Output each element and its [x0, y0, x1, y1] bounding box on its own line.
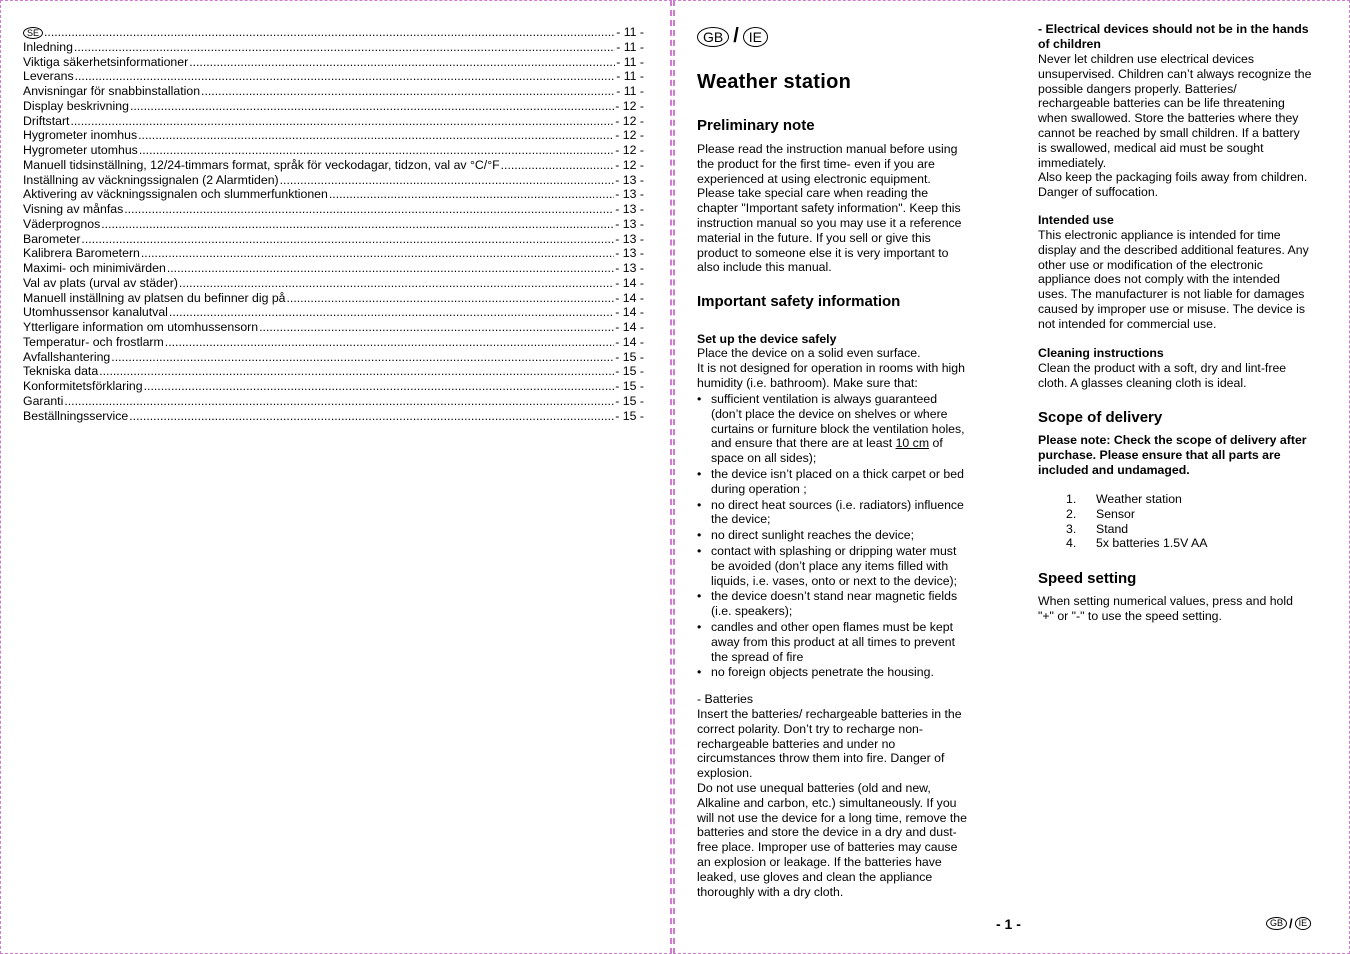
toc-entry: [23, 246, 644, 261]
bullet-line: away from this product at all times to prevent: [711, 634, 955, 649]
preliminary-line: the product for the first time- even if you are: [697, 156, 935, 171]
setup-line: It is not designed for operation in rooms with high: [697, 360, 965, 375]
toc-entry-page: - 15 -: [615, 408, 644, 423]
safety-bullet-item: [697, 544, 982, 588]
toc-entry-title: Maximi- och minimivärden: [23, 261, 166, 275]
preliminary-line: chapter "Important safety information". Keep this: [697, 201, 961, 216]
toc-leader-dots: [75, 69, 616, 84]
flag-gb-small: GB: [1266, 917, 1287, 930]
bullet-line: • no direct sunlight reaches the device;: [711, 528, 915, 543]
flag-separator-small: /: [1289, 916, 1293, 931]
bullet-line: • no foreign objects penetrate the housing.: [711, 665, 934, 680]
preliminary-line: product to someone else it is very important to: [697, 245, 949, 260]
toc-entry: [23, 320, 644, 335]
children-line: when swallowed. Store the batteries where they: [1038, 111, 1299, 126]
cleaning-line: Clean the product with a soft, dry and lint-free: [1038, 361, 1287, 375]
children-body: [1038, 52, 1311, 200]
setup-line: Place the device on a solid even surface.: [697, 346, 921, 360]
toc-entry: [23, 99, 644, 114]
scope-list-item: [1038, 522, 1207, 537]
bullet-line: (don’t place the device on shelves or where: [711, 406, 948, 421]
toc-leader-dots: [169, 305, 614, 320]
toc-leader-dots: [124, 202, 614, 217]
toc-entry-title: Beställningsservice: [23, 408, 129, 423]
toc-entry-title: Manuell tidsinställning, 12/24-timmars format, språk för veckodagar, tidzon, val av °C/°F: [23, 157, 500, 172]
toc-leader-dots: [130, 99, 614, 114]
toc-entry-title: Väderprognos: [23, 216, 101, 231]
toc-entry-page: - 15 -: [615, 349, 644, 364]
flag-ie: IE: [743, 27, 768, 47]
toc-entry: [23, 173, 644, 188]
toc-entry-page: - 13 -: [615, 246, 644, 261]
batteries-line: Do not use unequal batteries (old and new,: [697, 780, 931, 795]
speed-heading: Speed setting: [1038, 570, 1137, 587]
intended-line: display and the described additional features. Any: [1038, 242, 1309, 257]
toc-leader-dots: [167, 261, 614, 276]
preliminary-line: Please read the instruction manual before using: [697, 142, 958, 156]
batteries-line: free place. Improper use of batteries may cause: [697, 840, 958, 855]
batteries-line: batteries and store the device in a dry and dust-: [697, 825, 957, 840]
setup-heading: Set up the device safely: [697, 332, 837, 346]
scope-list: [1038, 492, 1207, 551]
toc-entry: [23, 335, 644, 350]
page-title: Weather station: [697, 71, 852, 93]
preliminary-line: also include this manual.: [697, 260, 832, 275]
toc-entry: [23, 69, 644, 84]
toc-entry: [23, 276, 644, 291]
speed-line: "+" or "-" to use the speed setting.: [1038, 608, 1222, 623]
safety-bullet-item: [697, 498, 982, 528]
children-line: rechargeable batteries can be life threatening: [1038, 96, 1285, 111]
toc-entry-title: Inställning av väckningssignalen (2 Alarmtiden): [23, 172, 279, 187]
distance-value: 10 cm: [895, 436, 930, 451]
toc-leader-dots: [44, 25, 615, 40]
scope-note-line: purchase. Please ensure that all parts are: [1038, 447, 1281, 462]
bullet-line: • no direct heat sources (i.e. radiators) influence: [711, 497, 964, 512]
toc-entry: [23, 305, 644, 320]
toc-entry-title: Anvisningar för snabbinstallation: [23, 84, 201, 98]
safety-bullet-item: [697, 589, 982, 619]
toc-entry-page: - 11 -: [616, 25, 644, 39]
toc-leader-dots: [101, 217, 614, 232]
children-heading-line: of children: [1038, 36, 1101, 51]
language-flags-footer: [1266, 916, 1311, 931]
scope-note-line: Please note: Check the scope of delivery after: [1038, 433, 1307, 447]
preliminary-body: [697, 142, 962, 275]
toc-leader-dots: [287, 291, 615, 306]
setup-body: [697, 346, 965, 390]
toc-entry-page: - 13 -: [615, 187, 644, 202]
bullet-line: the device;: [711, 512, 771, 527]
batteries-line: will not use the device for a long time, remove the: [697, 810, 967, 825]
children-line: unsupervised. Children can’t always recognize the: [1038, 66, 1312, 81]
toc-leader-dots: [64, 394, 614, 409]
toc-entry: [23, 143, 644, 158]
toc-entry: [23, 261, 644, 276]
batteries-line: Insert the batteries/ rechargeable batteries in the: [697, 707, 962, 721]
toc-entry-page: - 14 -: [615, 334, 644, 349]
flag-gb: GB: [697, 27, 729, 47]
children-line: Never let children use electrical devices: [1038, 52, 1254, 66]
toc-leader-dots: [189, 55, 615, 70]
bullet-line: be avoided (don’t place any items filled with: [711, 558, 949, 573]
batteries-line: an explosion or leakage. If the batteries have: [697, 854, 942, 869]
safety-bullet-item: [697, 528, 982, 543]
bullet-line: the spread of fire: [711, 649, 804, 664]
scope-item-text: Weather station: [1096, 492, 1182, 506]
toc-entry-page: - 13 -: [615, 261, 644, 275]
scope-item-text: Stand: [1096, 521, 1129, 536]
toc-entry-title: Hygrometer inomhus: [23, 128, 138, 143]
toc-entry-title: Avfallshantering: [23, 349, 111, 364]
toc-leader-dots: [139, 143, 614, 158]
toc-entry-title: [23, 25, 43, 40]
toc-entry-page: - 12 -: [615, 113, 644, 128]
intended-line: This electronic appliance is intended for time: [1038, 228, 1281, 242]
bullet-line: liquids, i.e. vases, onto or next to the device);: [711, 573, 958, 588]
toc-leader-dots: [141, 246, 614, 261]
scope-list-item: [1038, 507, 1207, 522]
toc-entry-title: Hygrometer utomhus: [23, 143, 138, 157]
safety-bullet-item: [697, 467, 982, 497]
intended-line: caused by improper use or misuse. The device is: [1038, 301, 1306, 316]
toc-entry-title: Manuell inställning av platsen du befinner dig på: [23, 290, 286, 305]
toc-entry: [23, 364, 644, 379]
intended-line: uses. The manufacturer is not liable for damages: [1038, 287, 1305, 302]
toc-entry: [23, 84, 644, 99]
toc-entry-page: - 13 -: [615, 231, 644, 246]
scope-item-text: 5x batteries 1.5V AA: [1096, 536, 1208, 551]
toc-entry-title: Driftstart: [23, 113, 70, 128]
toc-leader-dots: [165, 335, 615, 350]
children-heading: [1038, 22, 1309, 52]
toc-entry-title: Visning av månfas: [23, 202, 124, 216]
toc-leader-dots: [201, 84, 615, 99]
intended-line: not intended for commercial use.: [1038, 316, 1217, 331]
toc-entry-title: Konformitetsförklaring: [23, 379, 143, 393]
speed-body: [1038, 594, 1293, 624]
toc-leader-dots: [74, 40, 615, 55]
toc-entry: [23, 187, 644, 202]
toc-entry-page: - 12 -: [615, 157, 644, 172]
bullet-line: • sufficient ventilation is always guaranteed: [711, 392, 938, 406]
children-line: is swallowed, medical aid must be sought: [1038, 140, 1264, 155]
preliminary-line: experienced at using electronic equipment.: [697, 171, 931, 186]
scope-note-line: included and undamaged.: [1038, 462, 1190, 477]
page-number: - 1 -: [996, 916, 1021, 932]
flag-ie-small: IE: [1295, 917, 1312, 930]
toc-entry: [23, 55, 644, 70]
toc-entry: [23, 40, 644, 55]
toc-leader-dots: [129, 409, 614, 424]
batteries-line: circumstances throw them into fire. Danger of: [697, 751, 945, 766]
toc-leader-dots: [99, 364, 614, 379]
toc-entry-page: - 13 -: [615, 172, 644, 187]
safety-bullet-item: [697, 392, 982, 466]
toc-entry-page: - 11 -: [616, 54, 644, 69]
bullet-line: space on all sides);: [711, 451, 817, 466]
batteries-heading: - Batteries: [697, 692, 754, 706]
toc-entry-page: - 15 -: [615, 379, 644, 393]
toc-entry-page: - 12 -: [615, 143, 644, 157]
children-heading-line: - Electrical devices should not be in the hands: [1038, 22, 1309, 36]
toc-entry-title: Temperatur- och frostlarm: [23, 334, 164, 349]
toc-entry-title: Garanti: [23, 393, 64, 408]
children-line: cannot be reached by small children. If a battery: [1038, 125, 1300, 140]
scope-item-text: Sensor: [1096, 506, 1135, 521]
toc-leader-dots: [138, 128, 614, 143]
toc-leader-dots: [81, 232, 614, 247]
toc-entry-page: - 14 -: [615, 275, 644, 290]
toc-entry: [23, 350, 644, 365]
bullet-line: curtains or furniture block the ventilation holes,: [711, 421, 965, 436]
toc-entry-title: Leverans: [23, 69, 74, 84]
toc-entry-title: Viktiga säkerhetsinformationer: [23, 54, 189, 69]
cleaning-line: cloth. A glasses cleaning cloth is ideal.: [1038, 375, 1247, 390]
toc-entry: [23, 379, 644, 394]
safety-bullet-item: [697, 665, 982, 680]
toc-entry: [23, 25, 644, 40]
scope-note: [1038, 433, 1307, 477]
intended-heading: Intended use: [1038, 213, 1114, 227]
batteries-body: [697, 707, 967, 899]
toc-entry-page: - 14 -: [615, 305, 644, 320]
flag-separator: /: [733, 25, 739, 47]
toc-entry: [23, 217, 644, 232]
preliminary-line: Please take special care when reading the: [697, 186, 929, 201]
language-badge-se: SE: [23, 27, 43, 39]
scope-list-item: [1038, 492, 1207, 507]
speed-line: When setting numerical values, press and hold: [1038, 594, 1293, 608]
setup-line: humidity (i.e. bathroom). Make sure that:: [697, 375, 918, 390]
bullet-line: during operation ;: [711, 481, 807, 496]
toc-entry-page: - 11 -: [616, 84, 644, 98]
children-line: immediately.: [1038, 155, 1107, 170]
children-line: Also keep the packaging foils away from children.: [1038, 170, 1308, 185]
scope-list-item: [1038, 536, 1207, 551]
toc-leader-dots: [144, 379, 615, 394]
batteries-line: leaked, use gloves and clean the appliance: [697, 869, 933, 884]
safety-heading: Important safety information: [697, 293, 901, 310]
toc-leader-dots: [111, 350, 614, 365]
toc-entry-page: - 14 -: [615, 290, 644, 305]
toc-entry-title: Utomhussensor kanalutval: [23, 305, 168, 320]
toc-leader-dots: [280, 173, 615, 188]
toc-entry-title: Tekniska data: [23, 364, 99, 379]
toc-entry-page: - 11 -: [616, 39, 644, 54]
toc-entry: [23, 291, 644, 306]
toc-leader-dots: [259, 320, 614, 335]
batteries-line: thoroughly with a dry cloth.: [697, 884, 844, 899]
scope-heading: Scope of delivery: [1038, 409, 1163, 426]
preliminary-line: material in the future. If you sell or give this: [697, 230, 931, 245]
toc-entry-page: - 13 -: [615, 202, 644, 216]
scope-item-number: 4.: [1066, 536, 1077, 551]
language-flags-header: [697, 25, 768, 48]
safety-bullet-list: [697, 392, 982, 681]
toc-entry: [23, 202, 644, 217]
batteries-line: Alkaline and carbon, etc.) simultaneously. If you: [697, 795, 957, 810]
intended-body: [1038, 228, 1309, 332]
toc-entry: [23, 114, 644, 129]
table-of-contents: [23, 25, 644, 423]
toc-entry-page: - 14 -: [615, 320, 644, 334]
toc-leader-dots: [70, 114, 614, 129]
intended-line: appliance does not comply with the intended: [1038, 272, 1280, 287]
bullet-line: • the device doesn’t stand near magnetic fields: [711, 589, 958, 604]
toc-leader-dots: [501, 158, 615, 173]
cleaning-heading: Cleaning instructions: [1038, 346, 1164, 360]
batteries-line: correct polarity. Don’t try to recharge non-: [697, 721, 923, 736]
toc-entry: [23, 232, 644, 247]
bullet-line: (i.e. speakers);: [711, 604, 793, 619]
toc-entry: [23, 394, 644, 409]
toc-entry-title: Kalibrera Barometern: [23, 246, 140, 261]
safety-bullet-item: [697, 620, 982, 664]
bullet-line: • candles and other open flames must be kept: [711, 619, 953, 634]
toc-entry-title: Val av plats (urval av städer): [23, 275, 178, 290]
toc-entry-title: Ytterligare information om utomhussensorn: [23, 320, 259, 334]
scope-item-number: 2.: [1066, 506, 1077, 521]
bullet-line: [711, 436, 982, 451]
bullet-text: of: [929, 436, 943, 451]
toc-entry-page: - 13 -: [615, 216, 644, 231]
bullet-line: • contact with splashing or dripping water must: [711, 543, 957, 558]
toc-entry-page: - 12 -: [615, 98, 644, 113]
toc-entry-page: - 12 -: [615, 128, 644, 143]
toc-leader-dots: [179, 276, 614, 291]
toc-entry-title: Aktivering av väckningssignalen och slummerfunktionen: [23, 187, 328, 202]
toc-entry: [23, 158, 644, 173]
bullet-line: • the device isn’t placed on a thick carpet or bed: [711, 466, 964, 481]
toc-entry: [23, 409, 644, 424]
toc-entry-title: Display beskrivning: [23, 98, 129, 113]
children-line: possible dangers properly. Batteries/: [1038, 81, 1237, 96]
batteries-line: rechargeable batteries and under no: [697, 736, 896, 751]
toc-entry: [23, 128, 644, 143]
children-line: Danger of suffocation.: [1038, 185, 1159, 200]
scope-item-number: 1.: [1066, 492, 1077, 506]
preliminary-line: instruction manual so you may use it a reference: [697, 215, 962, 230]
scope-item-number: 3.: [1066, 521, 1077, 536]
toc-entry-page: - 15 -: [615, 364, 644, 379]
toc-entry-title: Inledning: [23, 39, 73, 54]
toc-entry-page: - 15 -: [615, 393, 644, 408]
preliminary-heading: Preliminary note: [697, 117, 815, 134]
toc-leader-dots: [329, 187, 614, 202]
batteries-line: explosion.: [697, 766, 753, 781]
toc-entry-title: Barometer: [23, 231, 81, 246]
toc-entry-page: - 11 -: [616, 69, 644, 84]
intended-line: other use or modification of the electronic: [1038, 257, 1263, 272]
cleaning-body: [1038, 361, 1286, 391]
bullet-text: and ensure that there are at least: [711, 436, 896, 451]
